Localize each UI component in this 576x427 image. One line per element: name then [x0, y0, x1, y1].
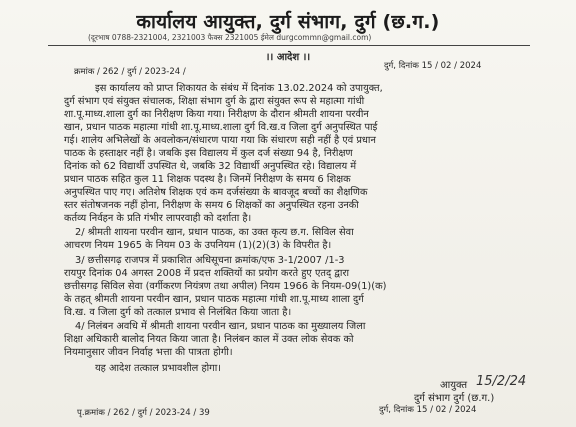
body-line: शा.पू.माध्य.शाला दुर्ग का निरीक्षण किया गया। निरीक्षण के दौरान श्रीमती शायना परवीन	[64, 109, 369, 120]
handwritten-signature: 15/2/24	[476, 374, 527, 389]
body-line: दुर्ग संभाग एवं संयुक्त संचालक, शिक्षा संभाग दुर्ग के द्वारा संयुक्त रूप से महात्मा गांधी	[64, 96, 365, 107]
body-line: 4/ निलंबन अवधि में श्रीमती शायना परवीन खान, प्रधान पाठक का मुख्यालय जिला	[75, 321, 366, 332]
body-line: कर्तव्य निर्वहन के प्रति गंभीर लापरवाही को दर्शाता है।	[64, 213, 252, 224]
body-line: इस कार्यालय को प्राप्त शिकायत के संबंध में दिनांक 13.02.2024 को उपायुक्त,	[95, 83, 383, 94]
issue-date: दुर्ग, दिनांक 15 / 02 / 2024	[384, 61, 482, 71]
body-line: वि.ख. व जिला दुर्ग को तत्काल प्रभाव से निलंबित किया जाता है।	[64, 307, 292, 318]
body-line: छत्तीसगढ़ सिविल सेवा (वर्गीकरण नियंत्रण तथा अपील) नियम 1966 के नियम-09(1)(क)	[64, 281, 387, 292]
signatory-title: आयुक्त	[440, 380, 468, 391]
body-line: रायपुर दिनांक 04 अगस्त 2008 में प्रदत्त शक्तियों का प्रयोग करते हुए एतद् द्वारा	[64, 268, 349, 279]
body-line: 3/ छत्तीसगढ़ राजपत्र में प्रकाशित अधिसूचना क्रमांक/एफ 3-1/2007 /1-3	[75, 255, 345, 266]
body-line: के तहत् श्रीमती शायना परवीन खान, प्रधान पाठक महात्मा गांधी शा.पू.माध्य शाला दुर्ग	[64, 294, 364, 305]
office-title: कार्यालय आयुक्त, दुर्ग संभाग, दुर्ग (छ.ग.)	[136, 11, 440, 33]
body-line: गई। शालेय अभिलेखों के अवलोकन/संधारण पाया गया कि संधारण सही नहीं है एवं प्रधान	[64, 135, 376, 146]
body-line: यह आदेश तत्काल प्रभावशील होगा।	[95, 363, 221, 374]
body-line: आचरण नियम 1965 के नियम 03 के उपनियम (1)(2)(3) के विपरीत है।	[64, 240, 332, 251]
endorsement-reference: पृ.क्रमांक / 262 / दुर्ग / 2023-24 / 39	[77, 408, 210, 418]
body-line: पाठक के हस्ताक्षर नहीं है। जबकि इस विद्यालय में कुल दर्ज संख्या 94 है, निरीक्षण	[64, 148, 353, 159]
header-divider	[48, 45, 530, 46]
signatory-division: दुर्ग संभाग दुर्ग (छ.ग.)	[414, 393, 495, 404]
contact-line: (दूरभाष 0788-2321004, 2321003 फैक्स 2321005 ईमेल durgcommn@gmail.com)	[88, 33, 372, 42]
body-line: अनुपस्थित पाए गए। अतिशेष शिक्षक एवं कम दर्जसंख्या के बावजूद बच्चों का शैक्षणिक	[64, 187, 368, 198]
body-line: नियमानुसार जीवन निर्वाह भत्ता की पात्रता होगी।	[64, 347, 233, 358]
body-line: दिनांक को 62 विद्यार्थी उपस्थित थे, जबकि 32 विद्यार्थी अनुपस्थित रहे। विद्यालय में	[64, 161, 357, 172]
body-line: शिक्षा अधिकारी बालोद नियत किया जाता है। निलंबन काल में उक्त लोक सेवक को	[64, 334, 354, 345]
body-line: खान, प्रधान पाठक महात्मा गांधी शा.पू.माध्य.शाला दुर्ग वि.ख.व जिला दुर्ग अनुपस्थित पाई	[64, 122, 378, 133]
order-reference-number: क्रमांक / 262 / दुर्ग / 2023-24 /	[74, 67, 186, 77]
endorsement-date: दुर्ग, दिनांक 15 / 02 / 2024	[379, 405, 477, 415]
body-line: स्तर संतोषजनक नहीं होना, निरीक्षण के समय 6 शिक्षकों का अनुपस्थित रहना उनकी	[64, 200, 359, 211]
body-line: 2/ श्रीमती शायना परवीन खान, प्रधान पाठक, का उक्त कृत्य छ.ग. सिविल सेवा	[75, 227, 354, 238]
order-heading: ।। आदेश ।।	[265, 52, 311, 63]
body-line: प्रधान पाठक सहित कुल 11 शिक्षक पदस्थ है। जिनमें निरीक्षण के समय 6 शिक्षक	[64, 174, 351, 185]
